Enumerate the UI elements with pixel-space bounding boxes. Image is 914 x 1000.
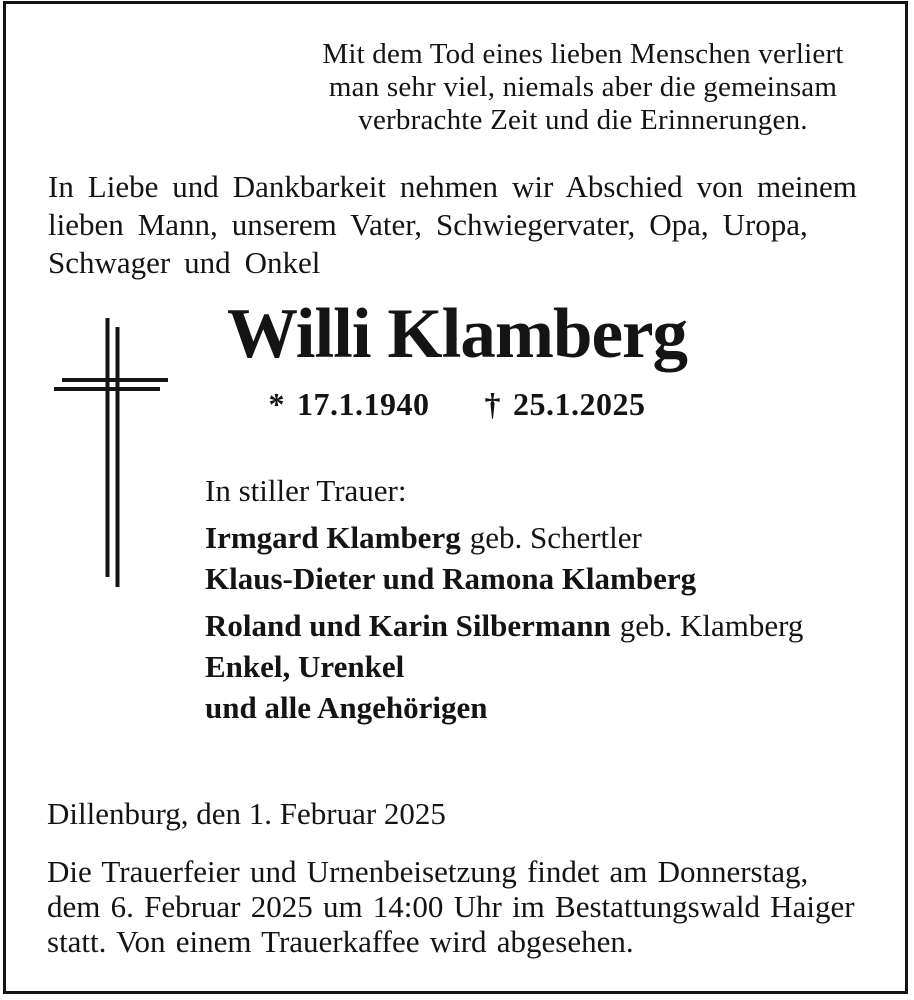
text-line: dem 6. Februar 2025 um 14:00 Uhr im Bestattungswald Haiger [47, 889, 855, 924]
text-line: man sehr viel, niemals aber die gemeinsam [328, 71, 838, 103]
birth-star-symbol: * [268, 386, 285, 422]
mourner-name: Irmgard Klamberg [205, 520, 461, 555]
birth-date-value: 17.1.1940 [297, 386, 430, 422]
birth-date-group [269, 386, 430, 423]
text-line: In Liebe und Dankbarkeit nehmen wir Abschied von meinem [48, 169, 857, 204]
mourner-maiden-name: geb. Klamberg [619, 608, 804, 643]
mourner-name: Roland und Karin Silbermann [205, 608, 611, 643]
mourner-name: und alle Angehörigen [205, 690, 488, 725]
mourner-row [205, 605, 803, 646]
mourner-row [205, 646, 803, 687]
text-line: lieben Mann, unserem Vater, Schwiegervater, Opa, Uropa, [48, 207, 808, 242]
mourner-row [205, 687, 803, 728]
funeral-info-text [47, 854, 907, 959]
death-date-group [485, 386, 646, 423]
text-line: statt. Von einem Trauerkaffee wird abgesehen. [47, 924, 634, 959]
mourning-section [205, 470, 803, 728]
death-dagger-symbol: † [484, 386, 501, 422]
text-line: verbrachte Zeit und die Erinnerungen. [358, 104, 808, 136]
mourner-maiden-name: geb. Schertler [469, 520, 642, 555]
death-date-value: 25.1.2025 [513, 386, 646, 422]
deceased-name: Willi Klamberg [227, 295, 687, 373]
mourner-row [205, 517, 803, 558]
mourner-row [205, 558, 803, 599]
text-line: Die Trauerfeier und Urnenbeisetzung findet am Donnerstag, [47, 854, 809, 889]
mourning-heading: In stiller Trauer: [205, 473, 407, 508]
text-line: Schwager und Onkel [48, 245, 321, 280]
mourner-name: Klaus-Dieter und Ramona Klamberg [205, 561, 697, 596]
place-dateline: Dillenburg, den 1. Februar 2025 [47, 796, 446, 831]
farewell-intro-text [48, 168, 857, 282]
life-dates-row [0, 386, 914, 423]
mourner-name: Enkel, Urenkel [205, 649, 405, 684]
text-line: Mit dem Tod eines lieben Menschen verliert [322, 38, 844, 70]
epigraph-verse [288, 38, 878, 137]
